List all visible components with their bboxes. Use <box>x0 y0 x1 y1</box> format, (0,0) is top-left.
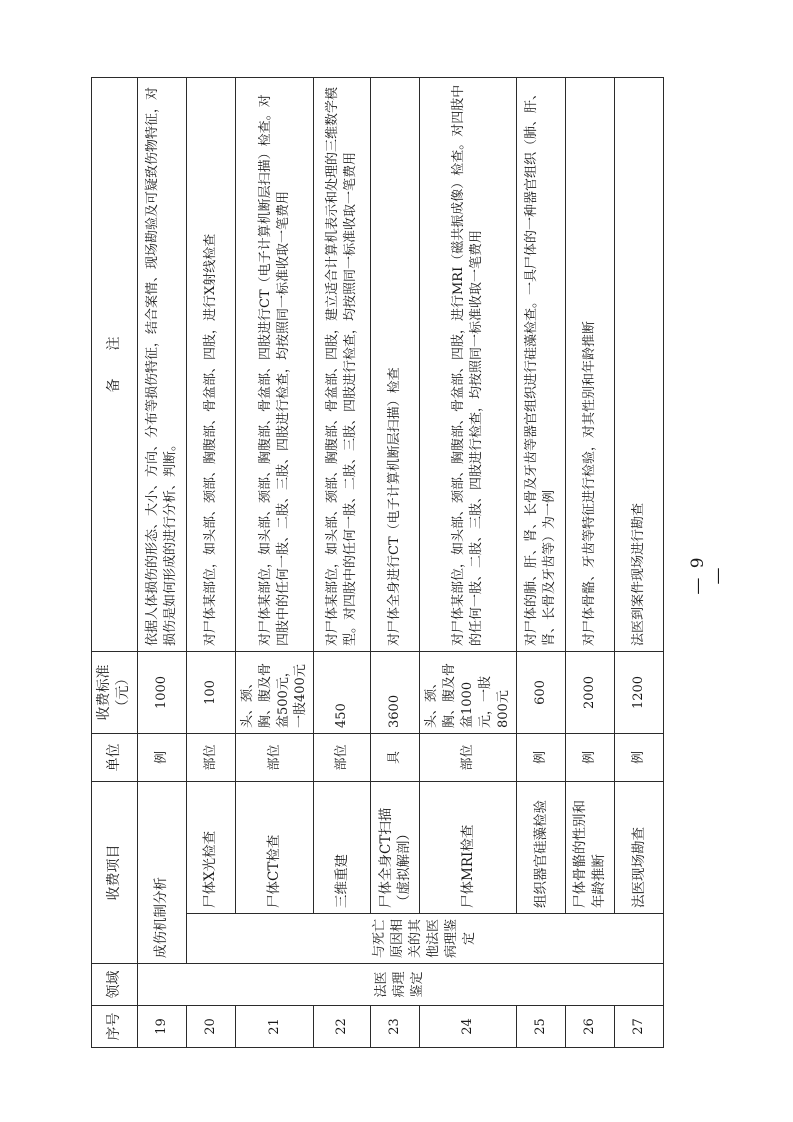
row-unit: 例 <box>137 734 186 782</box>
row-seq: 24 <box>420 1006 517 1048</box>
row-seq: 23 <box>371 1006 420 1048</box>
table-row <box>314 78 371 1048</box>
table-row <box>137 78 186 1048</box>
table-row <box>186 78 235 1048</box>
row-item: 尸体X光检查 <box>186 782 235 914</box>
row-fee: 头、颈、胸、腹及骨盆500元，一肢400元 <box>235 652 314 734</box>
table-row <box>566 78 615 1048</box>
row-unit: 部位 <box>420 734 517 782</box>
header-note: 备 注 <box>92 78 138 652</box>
header-item: 收费项目 <box>92 782 138 964</box>
row-seq: 26 <box>566 1006 615 1048</box>
row-unit: 部位 <box>235 734 314 782</box>
row-unit: 部位 <box>186 734 235 782</box>
row-note: 对尸体某部位，如头部、颈部、胸腹部、骨盆部、四肢，进行X射线检查 <box>186 78 235 652</box>
row-fee: 2000 <box>566 652 615 734</box>
header-seq: 序号 <box>92 1006 138 1048</box>
row-note: 对尸体的肺、肝、肾、长骨及牙齿等器官组织进行硅藻检查。一具尸体的一种器官组织（肺、肝、肾、长骨及牙齿等）为一例 <box>517 78 566 652</box>
table-header-row <box>92 78 138 1048</box>
subcategory-cell: 与死亡原因相关的其他法医病理鉴定 <box>186 914 663 964</box>
row-unit: 例 <box>615 734 664 782</box>
header-unit: 单位 <box>92 734 138 782</box>
row-fee: 1000 <box>137 652 186 734</box>
row-item: 尸体全身CT扫描（虚拟解剖） <box>371 782 420 914</box>
row-fee: 3600 <box>371 652 420 734</box>
row-fee: 100 <box>186 652 235 734</box>
row-item: 三维重建 <box>314 782 371 914</box>
row-seq: 19 <box>137 1006 186 1048</box>
row-seq: 21 <box>235 1006 314 1048</box>
row-note: 对尸体全身进行CT（电子计算机断层扫描）检查 <box>371 78 420 652</box>
row-note: 法医到案件现场进行勘查 <box>615 78 664 652</box>
row-note: 依据人体损伤的形态、大小、方向、分布等损伤特征，结合案情、现场勘验及可疑致伤物特征，对损伤是如何形成的进行分析、判断。 <box>137 78 186 652</box>
row-seq: 22 <box>314 1006 371 1048</box>
row-item: 尸体CT检查 <box>235 782 314 914</box>
row-seq: 20 <box>186 1006 235 1048</box>
row-fee: 450 <box>314 652 371 734</box>
table-row <box>517 78 566 1048</box>
row-seq: 27 <box>615 1006 664 1048</box>
domain-cell: 法医病理鉴定 <box>137 964 663 1006</box>
row-unit: 部位 <box>314 734 371 782</box>
table-row <box>420 78 517 1048</box>
header-fee: 收费标准（元） <box>92 652 138 734</box>
fee-table-rotated <box>91 78 691 1048</box>
row-fee: 600 <box>517 652 566 734</box>
table-row <box>615 78 664 1048</box>
table-row <box>235 78 314 1048</box>
header-domain: 领域 <box>92 964 138 1006</box>
table-row <box>371 78 420 1048</box>
row-note: 对尸体骨骼、牙齿等特征进行检验，对其性别和年龄推断 <box>566 78 615 652</box>
fee-table <box>91 77 664 1048</box>
row-item: 尸体MRI检查 <box>420 782 517 914</box>
row-unit: 例 <box>517 734 566 782</box>
row-item: 法医现场勘查 <box>615 782 664 914</box>
row-seq: 25 <box>517 1006 566 1048</box>
row-item: 组织器官硅藻检验 <box>517 782 566 914</box>
row-note: 对尸体某部位，如头部、颈部、胸腹部、骨盆部、四肢进行CT（电子计算机断层扫描）检查。对四肢中的任何一肢、二肢、三肢、四肢进行检查，均按照同一标准收取一笔费用 <box>235 78 314 652</box>
row-item: 尸体骨骼的性别和年龄推断 <box>566 782 615 914</box>
page-number: — 9 — <box>688 555 728 595</box>
row-unit: 例 <box>566 734 615 782</box>
row-item: 成伤机制分析 <box>137 782 186 964</box>
row-unit: 具 <box>371 734 420 782</box>
row-fee: 头、颈、胸、腹及骨盆1000元，一肢800元 <box>420 652 517 734</box>
row-fee: 1200 <box>615 652 664 734</box>
row-note: 对尸体某部位，如头部、颈部、胸腹部、骨盆部、四肢，建立适合计算机表示和处理的三维数学模型。对四肢中的任何一肢、二肢、三肢、四肢进行检查，均按照同一标准收取一笔费用 <box>314 78 371 652</box>
row-note: 对尸体某部位，如头部、颈部、胸腹部、骨盆部、四肢，进行MRI（磁共振成像）检查。对四肢中的任何一肢、二肢、三肢、四肢进行检查，均按照同一标准收取一笔费用 <box>420 78 517 652</box>
